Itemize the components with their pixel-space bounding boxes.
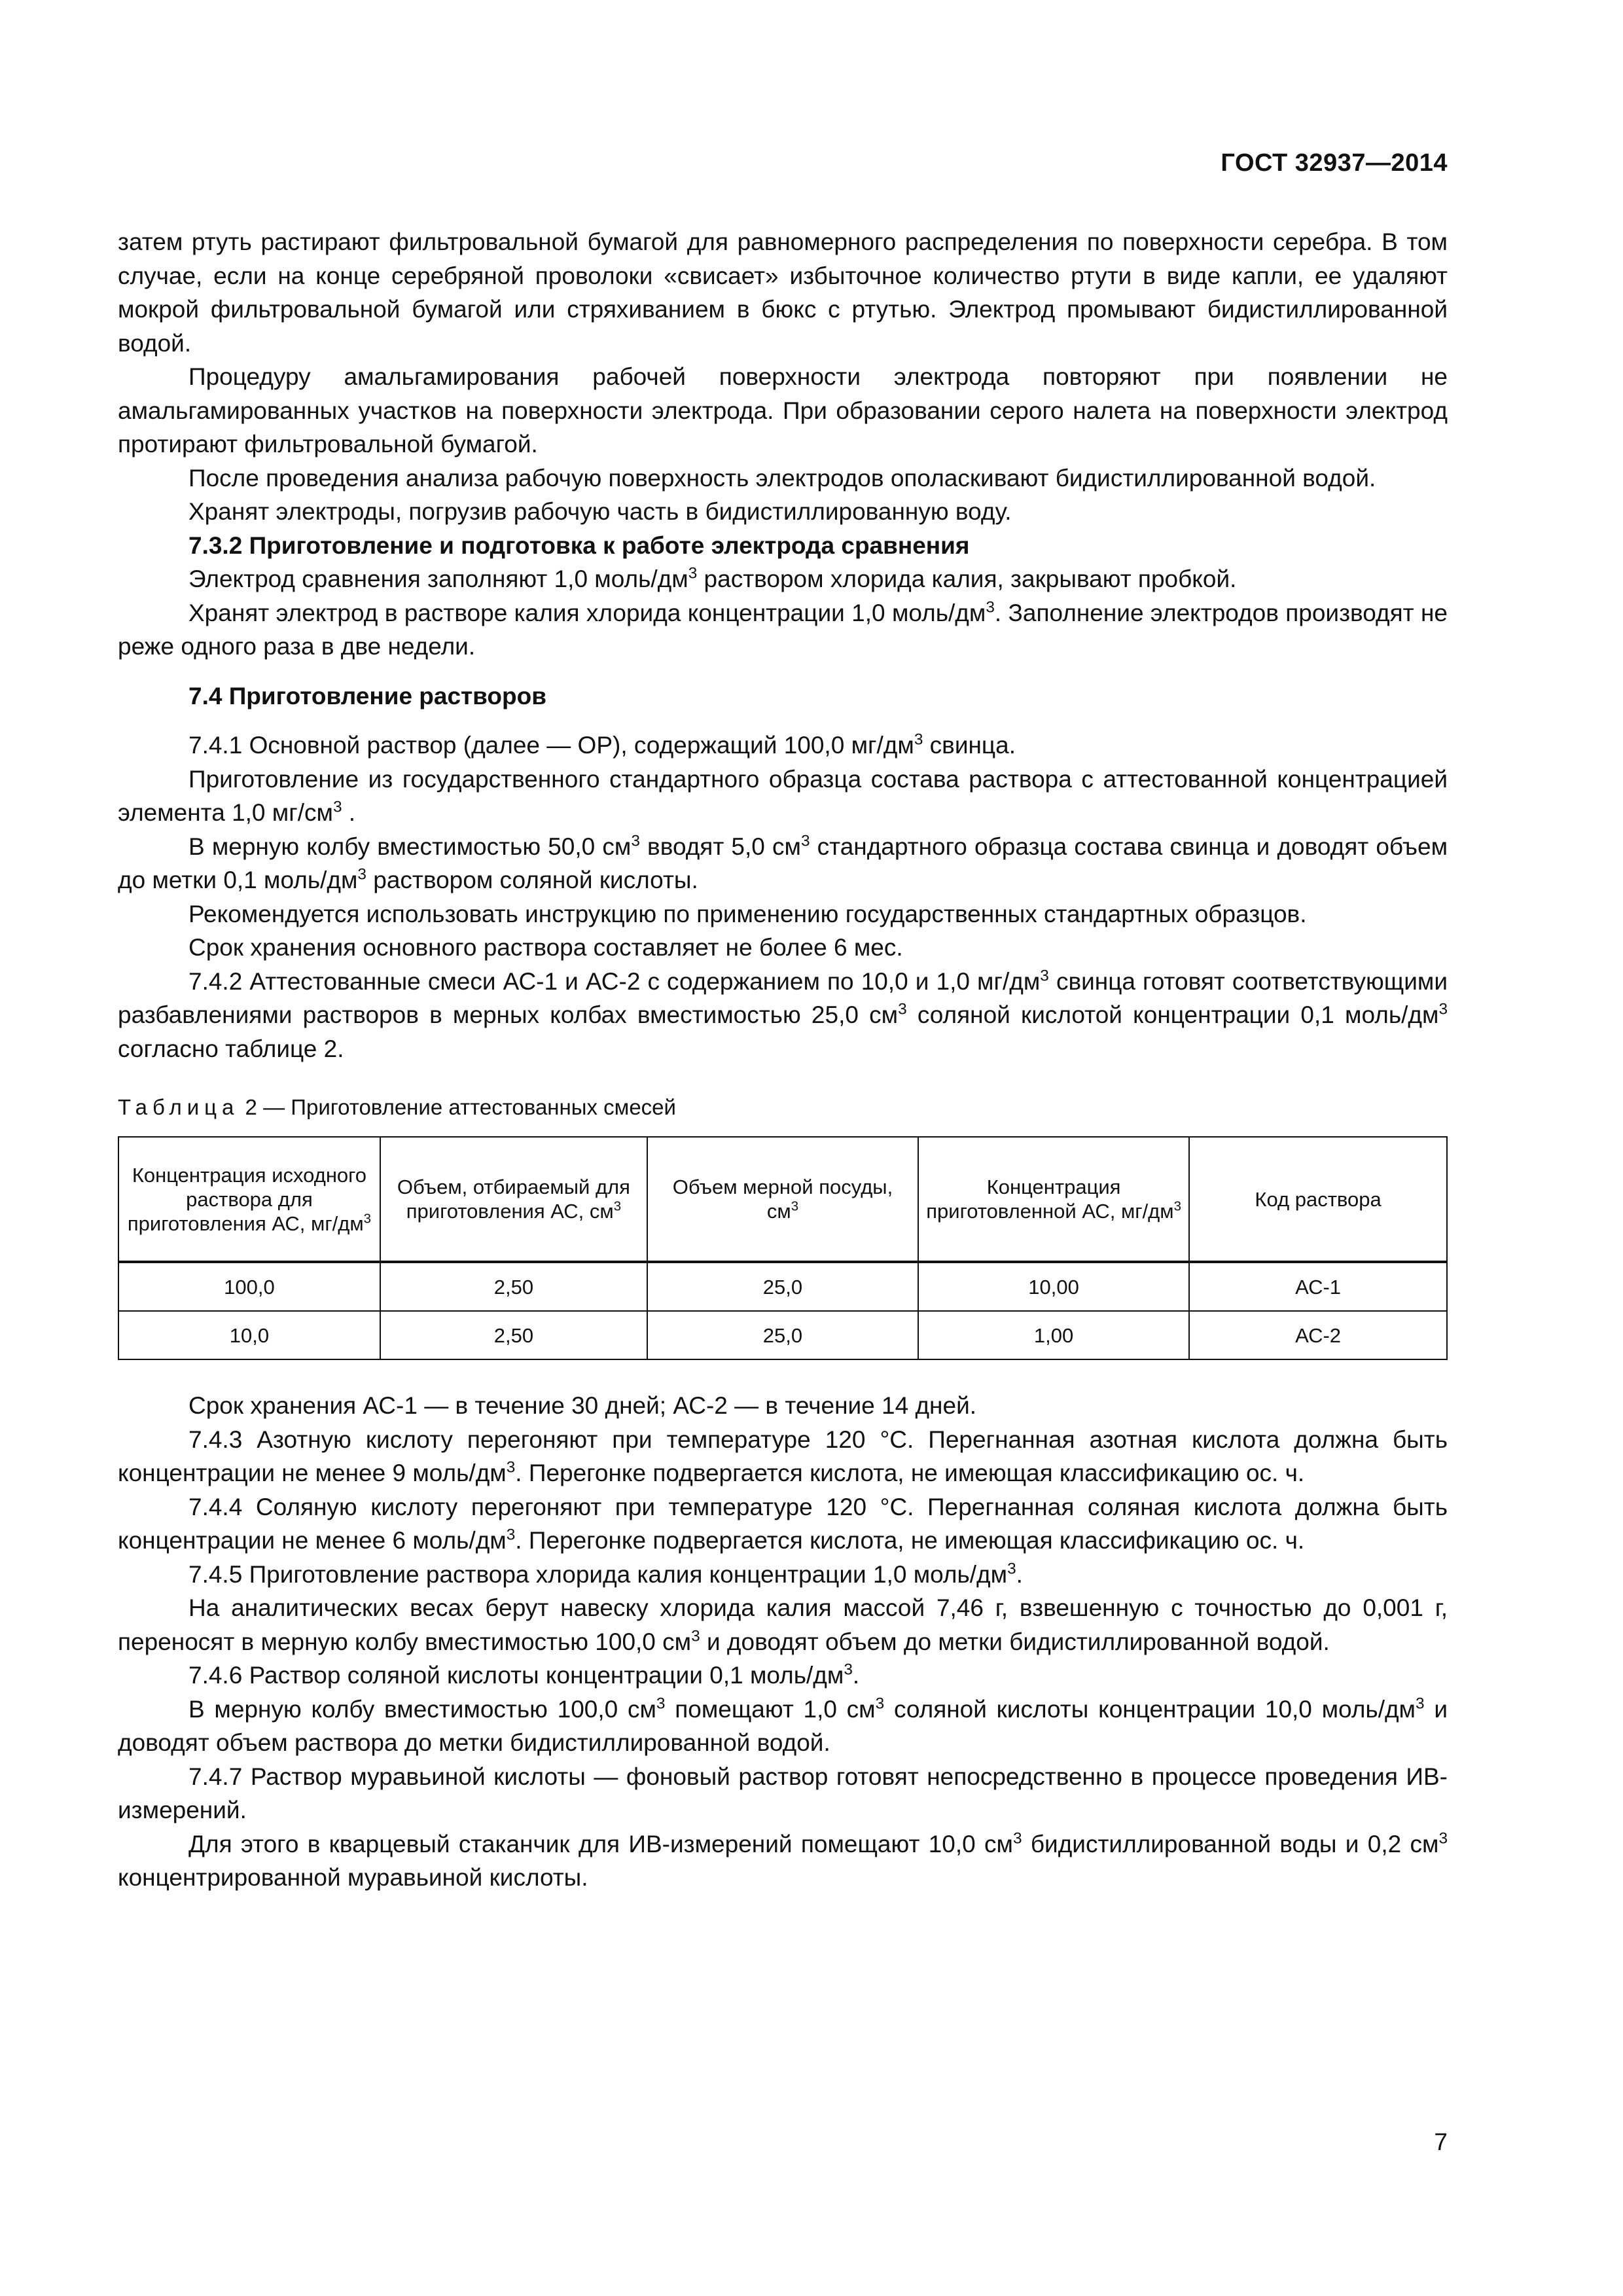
paragraph: Приготовление из государственного стандартного образца состава раствора с аттестованной концентрацией элемента 1,0 $мг/см^3$ . — [118, 765, 1448, 826]
table-caption: Таблица 2 — Приготовление аттестованных смесей — [118, 1095, 676, 1119]
paragraph: 7.4.5 Приготовление раствора хлорида калия концентрации 1,0 моль/$дм^3$. — [188, 1560, 1023, 1588]
table-header-cell: Объем мерной посуды, $см^3$ — [647, 1137, 918, 1262]
paragraph: 7.4.3 Азотную кислоту перегоняют при температуре 120 °С. Перегнанная азотная кислота должна быть концентрации не менее 9 моль/$дм^3$. Перегонке подвергается кислота, не имеющая классификацию ос. ч. — [118, 1426, 1448, 1486]
table-cell: 2,50 — [380, 1311, 647, 1359]
paragraph: На аналитических весах берут навеску хлорида калия массой 7,46 г, взвешенную с точностью до 0,001 г, переносят в мерную колбу вместимостью 100,0 $см^3$ и доводят объем до метки бидистиллированной водой. — [118, 1594, 1448, 1655]
paragraph: Процедуру амальгамирования рабочей поверхности электрода повторяют при появлении не амальгамированных участков на поверхности электрода. При образовании серого налета на поверхности электрод протирают фильтровальной бумагой. — [118, 363, 1448, 457]
table-header-cell: Код раствора — [1189, 1137, 1447, 1262]
paragraph: Хранят электроды, погрузив рабочую часть в бидистиллированную воду. — [188, 498, 1012, 525]
table-cell: 25,0 — [647, 1311, 918, 1359]
table-cell: АС-1 — [1189, 1262, 1447, 1311]
paragraph: Срок хранения АС-1 — в течение 30 дней; АС-2 — в течение 14 дней. — [188, 1392, 977, 1419]
table-cell: АС-2 — [1189, 1311, 1447, 1359]
paragraph: Хранят электрод в растворе калия хлорида концентрации 1,0 моль/$дм^3$. Заполнение электродов производят не реже одного раза в две недели. — [118, 598, 1448, 660]
paragraph: В мерную колбу вместимостью 100,0 $см^3$ помещают 1,0 $см^3$ соляной кислоты концентрации 10,0 моль/$дм^3$ и доводят объем раствора до метки бидистиллированной водой. — [118, 1695, 1448, 1756]
paragraph: 7.4.4 Соляную кислоту перегоняют при температуре 120 °С. Перегнанная соляная кислота должна быть концентрации не менее 6 моль/$дм^3$. Перегонке подвергается кислота, не имеющая классификацию ос. ч. — [118, 1493, 1448, 1554]
table-header-cell: Концентрация приготовленной АС, $мг/дм^3$ — [918, 1137, 1189, 1262]
table-header-row — [118, 1137, 1447, 1262]
table-row — [118, 1262, 1447, 1311]
table-cell: 10,00 — [918, 1262, 1189, 1311]
paragraph: Для этого в кварцевый стаканчик для ИВ-измерений помещают 10,0 $см^3$ бидистиллированной воды и 0,2 $см^3$ концентрированной муравьиной кислоты. — [118, 1829, 1448, 1891]
table-header-cell: Концентрация исходного раствора для приготовления АС, $мг/дм^3$ — [118, 1137, 380, 1262]
table-cell: 2,50 — [380, 1262, 647, 1311]
paragraph: 7.4.7 Раствор муравьиной кислоты — фоновый раствор готовят непосредственно в процессе проведения ИВ-измерений. — [118, 1763, 1448, 1823]
table-cell: 100,0 — [118, 1262, 380, 1311]
document-body — [118, 225, 1448, 1895]
page-number: 7 — [1434, 2128, 1448, 2155]
paragraph: 7.4.6 Раствор соляной кислоты концентрации 0,1 моль/$дм^3$. — [188, 1660, 860, 1689]
section-heading-7-4: 7.4 Приготовление растворов — [188, 682, 546, 709]
document-code: ГОСТ 32937—2014 — [1221, 149, 1448, 177]
section-heading-7-3-2: 7.3.2 Приготовление и подготовка к работе электрода сравнения — [188, 531, 970, 559]
paragraph: 7.4.1 Основной раствор (далее — ОР), содержащий 100,0 $мг/дм^3$ свинца. — [188, 730, 1016, 759]
table-row — [118, 1311, 1447, 1359]
paragraph: Срок хранения основного раствора составляет не более 6 мес. — [188, 934, 903, 961]
paragraph: В мерную колбу вместимостью 50,0 $см^3$ вводят 5,0 $см^3$ стандартного образца состава свинца и доводят объем до метки 0,1 моль/$дм^3$ раствором соляной кислоты. — [118, 832, 1448, 893]
preparation-table — [118, 1136, 1448, 1360]
paragraph: Рекомендуется использовать инструкцию по применению государственных стандартных образцов. — [188, 900, 1307, 927]
table-cell: 1,00 — [918, 1311, 1189, 1359]
paragraph: Электрод сравнения заполняют 1,0 моль/$дм^3$ раствором хлорида калия, закрывают пробкой. — [188, 564, 1237, 592]
paragraph: После проведения анализа рабочую поверхность электродов ополаскивают бидистиллированной водой. — [188, 464, 1376, 492]
table-header-cell: Объем, отбираемый для приготовления АС, $см^3$ — [380, 1137, 647, 1262]
paragraph: 7.4.2 Аттестованные смеси АС-1 и АС-2 с содержанием по 10,0 и 1,0 $мг/дм^3$ свинца готовят соответствующими разбавлениями растворов в мерных колбах вместимостью 25,0 $см^3$ соляной кислотой концентрации 0,1 моль/$дм^3$ согласно таблице 2. — [118, 967, 1448, 1062]
table-cell: 25,0 — [647, 1262, 918, 1311]
table-cell: 10,0 — [118, 1311, 380, 1359]
paragraph: затем ртуть растирают фильтровальной бумагой для равномерного распределения по поверхности серебра. В том случае, если на конце серебряной проволоки «свисает» избыточное количество ртути в виде капли, ее удаляют мокрой фильтровальной бумагой или стряхиванием в бюкс с ртутью. Электрод промывают бидистиллированной водой. — [118, 228, 1448, 357]
